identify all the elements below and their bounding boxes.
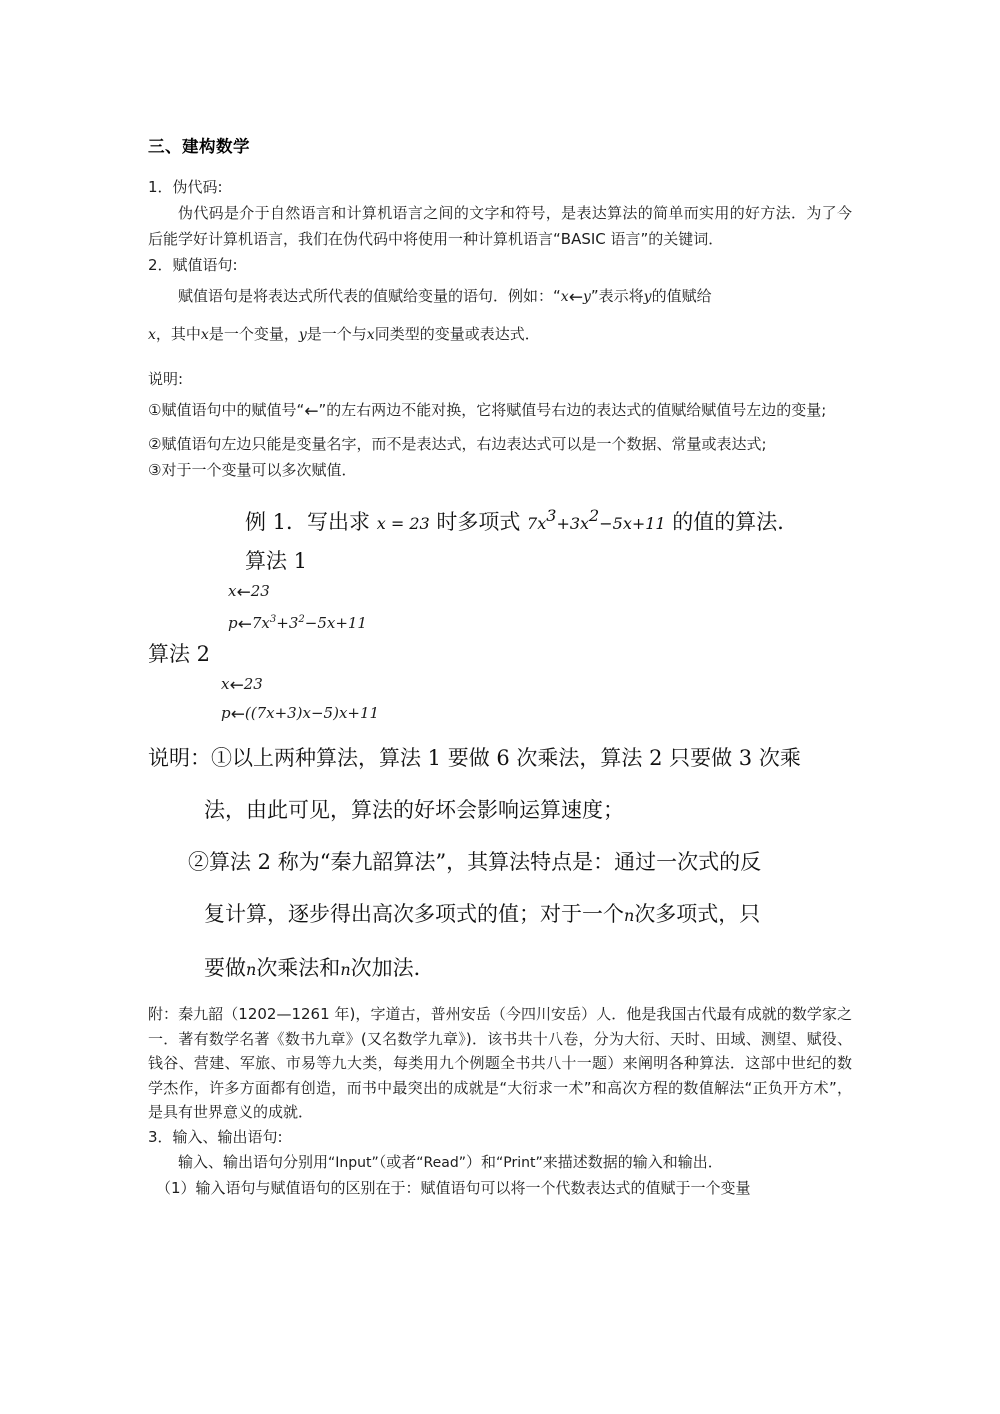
assignment-intro-mid: 表示将: [598, 287, 644, 305]
example-title-part-a: 例 1．写出求: [245, 509, 377, 534]
x-symbol-lead: x: [148, 327, 156, 344]
n-symbol-3: n: [340, 960, 351, 980]
assign-arrow-icon: ←: [568, 287, 583, 308]
alg1-l1-value: 23: [250, 581, 270, 600]
io-section-body: [148, 1150, 852, 1176]
explanation-line-5: [148, 942, 852, 996]
keyword-input: “Input”: [328, 1154, 379, 1171]
alg2-l2-expression: ((7x+3)x−5)x+11: [244, 703, 380, 722]
alg1-l2-part-c: −5x+11: [304, 614, 367, 633]
io-body-part-d: 来描述数据的输入和输出．: [542, 1152, 723, 1171]
keyword-read: “Read”: [416, 1154, 466, 1171]
alg1-l2-variable: p: [228, 614, 238, 633]
x-symbol-2: x: [366, 327, 375, 344]
explanation-l5-part-c: 次加法．: [350, 956, 435, 981]
alg2-l1-value: 23: [243, 675, 263, 694]
polynomial-tail: −5x+11: [599, 513, 666, 533]
note-1-part-b: ”的左右两边不能对换，它将赋值号右边的表达式的值赋给赋值号左边的变量;: [318, 401, 827, 420]
assign-arrow-icon-5: ←: [229, 675, 244, 696]
page-content: [148, 133, 852, 1201]
io-body-part-a: 输入、输出语句分别用: [178, 1152, 329, 1171]
n-symbol-2: n: [246, 960, 257, 980]
algorithm-1-line-1: [148, 578, 852, 606]
alg1-l2-part-a: 7x: [251, 614, 270, 633]
notes-label: 说明:: [148, 370, 184, 389]
example-title-part-c: 的值的算法．: [665, 509, 799, 534]
alg1-l1-variable: x: [228, 581, 237, 600]
algorithm-1-label: 算法 1: [245, 548, 308, 573]
quote-close: ”: [590, 287, 599, 305]
explanation-block: [148, 732, 852, 996]
assignment-intro-tail: 的值赋给: [651, 287, 712, 305]
section-heading: 三、建构数学: [148, 137, 250, 156]
polynomial-exponent-1: 3: [546, 505, 557, 525]
algorithm-2-label: 算法 2: [148, 642, 211, 667]
item-1-number-line: 1．伪代码:: [148, 178, 223, 196]
expr-x-symbol: x: [560, 289, 569, 305]
assign-arrow-icon-2: ←: [304, 401, 319, 422]
io-section-number-line: 3．输入、输出语句:: [148, 1127, 283, 1146]
alg2-l1-variable: x: [221, 675, 230, 694]
assignment-intro-paragraph: [148, 278, 852, 316]
explanation-line-3: ②算法 2 称为“秦九韶算法”，其算法特点是：通过一次式的反: [188, 850, 762, 875]
assign-arrow-icon-4: ←: [237, 614, 252, 635]
quote-open: “: [553, 287, 561, 305]
explanation-l4-part-a: 复计算，逐步得出高次多项式的值；对于一个: [204, 902, 624, 927]
alg1-l2-exponent-1: 3: [269, 614, 277, 626]
example-block: [148, 499, 852, 728]
expr-y-symbol: y: [582, 289, 591, 305]
alg1-l2-part-b: +3: [276, 614, 299, 633]
example-title-part-b: 时多项式: [429, 509, 528, 534]
polynomial-term-2: +3x: [556, 513, 590, 533]
io-body-part-c: ）和: [465, 1152, 496, 1171]
explanation-l5-part-b: 次乘法和: [256, 956, 341, 981]
keyword-print: “Print”: [496, 1154, 543, 1171]
item-2-number-line: 2．赋值语句:: [148, 256, 238, 274]
item-1-body-paragraph: 伪代码是介于自然语言和计算机语言之间的文字和符号，是表达算法的简单而实用的好方法．为了今后能学好计算机语言，我们在伪代码中将使用一种计算机语言“BASIC 语言”的关键词．: [148, 204, 852, 248]
explanation-line-4: [148, 888, 852, 942]
explanation-line-1: 说明：①以上两种算法，算法 1 要做 6 次乘法，算法 2 只要做 3 次乘: [148, 746, 801, 771]
note-item-1: [148, 392, 852, 430]
note-1-part-a: ①赋值语句中的赋值号“: [148, 401, 305, 420]
assign-arrow-icon-6: ←: [230, 704, 245, 725]
line2-part-b: 是一个变量，: [208, 325, 299, 344]
algorithm-2-line-2: [148, 700, 852, 728]
polynomial-term-1: 7x: [527, 513, 547, 533]
assignment-intro-line2: [148, 316, 852, 354]
example-title: [148, 499, 852, 541]
io-body-part-b: （或者: [378, 1152, 417, 1171]
line2-part-a: ，其中: [155, 325, 201, 344]
explanation-line-2: 法，由此可见，算法的好坏会影响运算速度；: [204, 798, 624, 823]
assign-arrow-icon-3: ←: [236, 582, 251, 603]
y-symbol-1: y: [298, 327, 307, 344]
line2-part-c: 是一个与: [306, 325, 367, 344]
note-item-3: ③对于一个变量可以多次赋值．: [148, 460, 357, 479]
alg2-l2-variable: p: [221, 703, 231, 722]
io-section-item-1: （1）输入语句与赋值语句的区别在于：赋值语句可以将一个代数表达式的值赋于一个变量: [156, 1178, 751, 1197]
algorithm-2-line-1: [148, 671, 852, 699]
polynomial-exponent-2: 2: [589, 505, 600, 525]
example-x-symbol: x: [376, 513, 386, 533]
x-symbol-1: x: [200, 327, 209, 344]
note-item-2: ②赋值语句左边只能是变量名字，而不是表达式，右边表达式可以是一个数据、常量或表达式;: [148, 434, 767, 453]
assignment-intro-lead: 赋值语句是将表达式所代表的值赋给变量的语句．例如：: [178, 287, 554, 305]
algorithm-1-line-2: [148, 606, 852, 638]
y-symbol: y: [643, 289, 652, 305]
alg1-l2-exponent-2: 2: [298, 614, 305, 626]
explanation-l4-part-b: 次多项式，只: [634, 902, 761, 927]
line2-part-d: 同类型的变量或表达式．: [374, 325, 540, 344]
example-equals-23: = 23: [385, 513, 430, 533]
explanation-l5-part-a: 要做: [204, 956, 246, 981]
appendix-paragraph: 附：秦九韶（1202—1261 年)，字道古，普州安岳（今四川安岳）人．他是我国古代最有成就的数学家之一．著有数学名著《数书九章》(又名数学九章》)．该书共十八卷，分为大衍、天时、田域、测望、赋役、钱谷、营建、军旅、市易等九大类，每类用九个例题全书共八十一题）来阐明各种算法．这部中世纪的数学杰作，许多方面都有创造，而书中最突出的成就是“大衍求一术”和高次方程的数值解法“正负开方术”，是具有世界意义的成就．: [148, 1005, 852, 1122]
n-symbol-1: n: [624, 906, 635, 926]
